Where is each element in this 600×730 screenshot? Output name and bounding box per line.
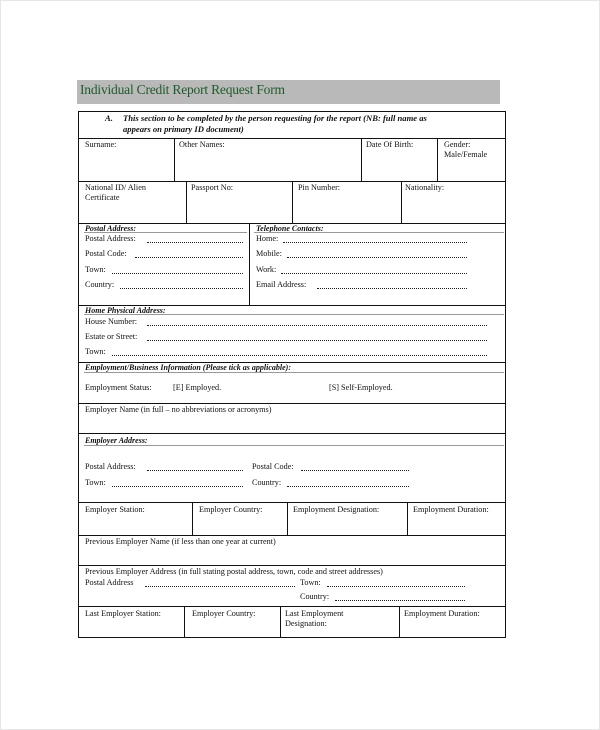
postal-code-label: Postal Code: (85, 249, 127, 258)
employment-duration-field[interactable] (408, 502, 505, 535)
house-number-input[interactable] (147, 325, 487, 326)
national-id-label-1: National ID/ Alien (85, 183, 146, 192)
telephone-heading: Telephone Contacts: (256, 224, 324, 233)
employer-station-field[interactable] (79, 502, 192, 535)
postal-town-label: Town: (85, 265, 106, 274)
employer-country-input[interactable] (287, 486, 409, 487)
house-number-label: House Number: (85, 317, 138, 326)
work-phone-label: Work: (256, 265, 277, 274)
postal-heading: Postal Address: (85, 224, 137, 233)
employer-postal-code-label: Postal Code: (252, 462, 294, 471)
national-id-label-2: Certificate (85, 193, 120, 202)
estate-street-label: Estate or Street: (85, 332, 138, 341)
employment-heading: Employment/Business Information (Please tick as applicable): (85, 363, 291, 372)
last-employment-duration-label: Employment Duration: (404, 609, 480, 618)
section-a-letter: A. (105, 113, 113, 123)
pin-label: Pin Number: (298, 183, 341, 192)
employment-duration-label: Employment Duration: (413, 505, 489, 514)
nationality-field[interactable] (402, 181, 505, 223)
email-label: Email Address: (256, 280, 307, 289)
employment-designation-field[interactable] (288, 502, 407, 535)
home-phone-input[interactable] (283, 242, 467, 243)
divider (254, 232, 504, 233)
employment-status-label: Employment Status: (85, 383, 152, 392)
last-employer-station-field[interactable] (79, 606, 184, 637)
surname-field[interactable] (79, 138, 174, 181)
employer-postal-address-input[interactable] (147, 470, 243, 471)
last-employer-station-label: Last Employer Station: (85, 609, 161, 618)
employer-postal-address-label: Postal Address: (85, 462, 136, 471)
postal-address-label: Postal Address: (85, 234, 136, 243)
last-designation-label-1: Last Employment (285, 609, 344, 618)
employer-town-input[interactable] (112, 486, 243, 487)
employer-postal-code-input[interactable] (301, 470, 409, 471)
other-names-field[interactable] (175, 138, 361, 181)
divider (249, 223, 250, 305)
email-input[interactable] (317, 288, 467, 289)
home-town-input[interactable] (112, 355, 487, 356)
section-a-line1: This section to be completed by the person requesting for the report (NB: full name as (123, 113, 427, 123)
employer-country-label: Country: (252, 478, 282, 487)
nationality-label: Nationality: (405, 183, 445, 192)
passport-label: Passport No: (191, 183, 234, 192)
gender-label: Gender: (444, 140, 471, 149)
last-employment-designation-field[interactable] (281, 606, 399, 637)
divider (79, 433, 505, 434)
previous-employer-name-label: Previous Employer Name (if less than one year at current) (85, 537, 276, 546)
previous-employer-address-label: Previous Employer Address (in full stating postal address, town, code and street addresses) (85, 567, 383, 576)
employer-town-label: Town: (85, 478, 106, 487)
divider (79, 565, 505, 566)
previous-country-label: Country: (300, 592, 330, 601)
mobile-phone-input[interactable] (287, 257, 467, 258)
last-employer-country-field[interactable] (185, 606, 280, 637)
surname-label: Surname: (85, 140, 117, 149)
employer-address-heading: Employer Address: (85, 436, 148, 445)
postal-country-label: Country: (85, 280, 115, 289)
other-names-label: Other Names: (179, 140, 225, 149)
form-title: Individual Credit Report Request Form (80, 82, 285, 97)
section-a-line2: appears on primary ID document) (123, 124, 244, 134)
employment-designation-label: Employment Designation: (293, 505, 380, 514)
postal-address-input[interactable] (147, 242, 243, 243)
previous-postal-address-label: Postal Address (85, 578, 134, 587)
work-phone-input[interactable] (281, 273, 467, 274)
title-bar (77, 80, 500, 104)
passport-field[interactable] (187, 181, 292, 223)
employer-station-label: Employer Station: (85, 505, 145, 514)
home-town-label: Town: (85, 347, 106, 356)
dob-label: Date Of Birth: (366, 140, 414, 149)
divider (84, 232, 247, 233)
previous-town-input[interactable] (327, 586, 465, 587)
divider (84, 372, 504, 373)
previous-country-input[interactable] (335, 600, 465, 601)
dob-field[interactable] (362, 138, 437, 181)
credit-report-form (78, 111, 506, 638)
postal-town-input[interactable] (112, 273, 243, 274)
divider (84, 314, 504, 315)
pin-field[interactable] (293, 181, 401, 223)
gender-field[interactable] (438, 138, 505, 181)
divider (84, 445, 504, 446)
employed-option[interactable]: [E] Employed. (173, 383, 222, 392)
national-id-field[interactable] (79, 181, 186, 223)
postal-code-input[interactable] (135, 257, 243, 258)
last-employer-country-label: Employer Country: (192, 609, 256, 618)
self-employed-option[interactable]: [S] Self-Employed. (329, 383, 393, 392)
mobile-phone-label: Mobile: (256, 249, 282, 258)
gender-options: Male/Female (444, 150, 488, 159)
home-phone-label: Home: (256, 234, 279, 243)
previous-postal-address-input[interactable] (145, 586, 295, 587)
estate-street-input[interactable] (147, 340, 487, 341)
employer-country-row-label: Employer Country: (199, 505, 263, 514)
last-employment-duration-field[interactable] (400, 606, 505, 637)
employer-country-field[interactable] (193, 502, 287, 535)
employer-name-label: Employer Name (in full – no abbreviations or acronyms) (85, 405, 272, 414)
postal-country-input[interactable] (120, 288, 243, 289)
last-designation-label-2: Designation: (285, 619, 327, 628)
previous-town-label: Town: (300, 578, 321, 587)
home-physical-heading: Home Physical Address: (85, 306, 166, 315)
employer-name-field[interactable] (79, 403, 505, 433)
previous-employer-name-field[interactable] (79, 535, 505, 565)
